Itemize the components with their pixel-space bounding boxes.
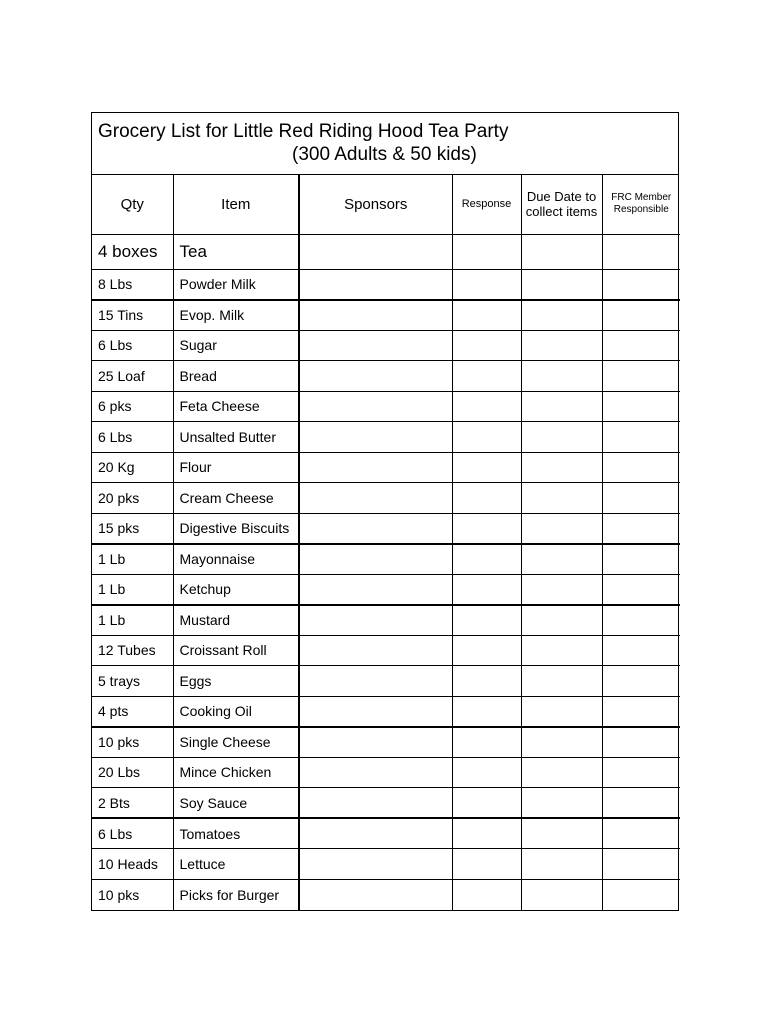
table-row: [92, 696, 680, 727]
item-cell: Tomatoes: [173, 818, 299, 849]
frc-member-cell[interactable]: [602, 818, 680, 849]
item-cell: Cream Cheese: [173, 483, 299, 514]
qty-cell: 1 Lb: [92, 605, 173, 636]
response-cell[interactable]: [452, 300, 521, 331]
table-row: [92, 422, 680, 453]
sponsors-cell[interactable]: [299, 666, 452, 697]
document-subtitle: (300 Adults & 50 kids): [292, 144, 477, 165]
sponsors-cell[interactable]: [299, 757, 452, 788]
qty-cell: 10 Heads: [92, 849, 173, 880]
response-cell[interactable]: [452, 818, 521, 849]
due-date-cell[interactable]: [521, 234, 602, 269]
sponsors-cell[interactable]: [299, 544, 452, 575]
sponsors-cell[interactable]: [299, 422, 452, 453]
frc-member-cell[interactable]: [602, 605, 680, 636]
header-due-date: Due Date to collect items: [521, 175, 602, 234]
frc-member-cell[interactable]: [602, 757, 680, 788]
qty-cell: 12 Tubes: [92, 635, 173, 666]
table-row: [92, 605, 680, 636]
due-date-cell[interactable]: [521, 788, 602, 819]
sponsors-cell[interactable]: [299, 330, 452, 361]
due-date-cell[interactable]: [521, 666, 602, 697]
item-cell: Flour: [173, 452, 299, 483]
due-date-cell[interactable]: [521, 269, 602, 300]
grocery-table: [92, 175, 680, 910]
sponsors-cell[interactable]: [299, 391, 452, 422]
header-row: [92, 175, 680, 234]
qty-cell: 25 Loaf: [92, 361, 173, 392]
frc-member-cell[interactable]: [602, 483, 680, 514]
frc-member-cell[interactable]: [602, 269, 680, 300]
frc-member-cell[interactable]: [602, 635, 680, 666]
response-cell[interactable]: [452, 574, 521, 605]
response-cell[interactable]: [452, 391, 521, 422]
due-date-cell[interactable]: [521, 727, 602, 758]
sponsors-cell[interactable]: [299, 696, 452, 727]
due-date-cell[interactable]: [521, 574, 602, 605]
item-cell: Mince Chicken: [173, 757, 299, 788]
item-cell: Mayonnaise: [173, 544, 299, 575]
response-cell[interactable]: [452, 757, 521, 788]
header-sponsors: Sponsors: [299, 175, 452, 234]
sponsors-cell[interactable]: [299, 513, 452, 544]
response-cell[interactable]: [452, 452, 521, 483]
sponsors-cell[interactable]: [299, 635, 452, 666]
frc-member-cell[interactable]: [602, 452, 680, 483]
sponsors-cell[interactable]: [299, 818, 452, 849]
table-row: [92, 513, 680, 544]
sponsors-cell[interactable]: [299, 879, 452, 910]
table-row: [92, 483, 680, 514]
frc-member-cell[interactable]: [602, 513, 680, 544]
item-cell: Bread: [173, 361, 299, 392]
due-date-cell[interactable]: [521, 391, 602, 422]
frc-member-cell[interactable]: [602, 666, 680, 697]
table-row: [92, 544, 680, 575]
due-date-cell[interactable]: [521, 757, 602, 788]
frc-member-cell[interactable]: [602, 788, 680, 819]
table-row: [92, 391, 680, 422]
grocery-list-sheet: [91, 112, 679, 911]
table-row: [92, 818, 680, 849]
response-cell[interactable]: [452, 330, 521, 361]
qty-cell: 20 pks: [92, 483, 173, 514]
response-cell[interactable]: [452, 849, 521, 880]
response-cell[interactable]: [452, 666, 521, 697]
due-date-cell[interactable]: [521, 330, 602, 361]
qty-cell: 1 Lb: [92, 544, 173, 575]
title-block: [92, 113, 678, 175]
sponsors-cell[interactable]: [299, 269, 452, 300]
sponsors-cell[interactable]: [299, 849, 452, 880]
item-cell: Sugar: [173, 330, 299, 361]
response-cell[interactable]: [452, 605, 521, 636]
due-date-cell[interactable]: [521, 422, 602, 453]
table-row: [92, 635, 680, 666]
frc-member-cell[interactable]: [602, 422, 680, 453]
frc-member-cell[interactable]: [602, 849, 680, 880]
due-date-cell[interactable]: [521, 300, 602, 331]
due-date-cell[interactable]: [521, 361, 602, 392]
header-frc-member: FRC Member Responsible: [602, 175, 680, 234]
table-row: [92, 574, 680, 605]
item-cell: Lettuce: [173, 849, 299, 880]
frc-member-cell[interactable]: [602, 696, 680, 727]
response-cell[interactable]: [452, 234, 521, 269]
table-row: [92, 666, 680, 697]
due-date-cell[interactable]: [521, 452, 602, 483]
qty-cell: 2 Bts: [92, 788, 173, 819]
qty-cell: 10 pks: [92, 879, 173, 910]
table-row: [92, 234, 680, 269]
item-cell: Unsalted Butter: [173, 422, 299, 453]
table-row: [92, 757, 680, 788]
item-cell: Cooking Oil: [173, 696, 299, 727]
frc-member-cell[interactable]: [602, 361, 680, 392]
response-cell[interactable]: [452, 544, 521, 575]
response-cell[interactable]: [452, 513, 521, 544]
qty-cell: 6 Lbs: [92, 422, 173, 453]
qty-cell: 10 pks: [92, 727, 173, 758]
due-date-cell[interactable]: [521, 696, 602, 727]
item-cell: Croissant Roll: [173, 635, 299, 666]
qty-cell: 6 pks: [92, 391, 173, 422]
item-cell: Eggs: [173, 666, 299, 697]
response-cell[interactable]: [452, 696, 521, 727]
frc-member-cell[interactable]: [602, 391, 680, 422]
response-cell[interactable]: [452, 361, 521, 392]
sponsors-cell[interactable]: [299, 727, 452, 758]
table-row: [92, 452, 680, 483]
due-date-cell[interactable]: [521, 605, 602, 636]
item-cell: Ketchup: [173, 574, 299, 605]
frc-member-cell[interactable]: [602, 727, 680, 758]
due-date-cell[interactable]: [521, 544, 602, 575]
qty-cell: 20 Kg: [92, 452, 173, 483]
frc-member-cell[interactable]: [602, 544, 680, 575]
sponsors-cell[interactable]: [299, 361, 452, 392]
header-response: Response: [452, 175, 521, 234]
sponsors-cell[interactable]: [299, 300, 452, 331]
frc-member-cell[interactable]: [602, 879, 680, 910]
qty-cell: 15 pks: [92, 513, 173, 544]
table-row: [92, 879, 680, 910]
response-cell[interactable]: [452, 788, 521, 819]
qty-cell: 4 boxes: [92, 234, 173, 269]
item-cell: Feta Cheese: [173, 391, 299, 422]
frc-member-cell[interactable]: [602, 574, 680, 605]
table-row: [92, 788, 680, 819]
table-row: [92, 727, 680, 758]
qty-cell: 20 Lbs: [92, 757, 173, 788]
frc-member-cell[interactable]: [602, 300, 680, 331]
item-cell: Soy Sauce: [173, 788, 299, 819]
response-cell[interactable]: [452, 727, 521, 758]
frc-member-cell[interactable]: [602, 330, 680, 361]
table-body: [92, 234, 680, 910]
qty-cell: 6 Lbs: [92, 818, 173, 849]
table-row: [92, 330, 680, 361]
sponsors-cell[interactable]: [299, 788, 452, 819]
due-date-cell[interactable]: [521, 849, 602, 880]
qty-cell: 15 Tins: [92, 300, 173, 331]
due-date-cell[interactable]: [521, 513, 602, 544]
header-qty: Qty: [92, 175, 173, 234]
table-row: [92, 361, 680, 392]
response-cell[interactable]: [452, 879, 521, 910]
item-cell: Single Cheese: [173, 727, 299, 758]
item-cell: Mustard: [173, 605, 299, 636]
due-date-cell[interactable]: [521, 635, 602, 666]
due-date-cell[interactable]: [521, 879, 602, 910]
header-item: Item: [173, 175, 299, 234]
qty-cell: 6 Lbs: [92, 330, 173, 361]
sponsors-cell[interactable]: [299, 452, 452, 483]
item-cell: Tea: [173, 234, 299, 269]
frc-member-cell[interactable]: [602, 234, 680, 269]
sponsors-cell[interactable]: [299, 234, 452, 269]
due-date-cell[interactable]: [521, 483, 602, 514]
qty-cell: 8 Lbs: [92, 269, 173, 300]
response-cell[interactable]: [452, 422, 521, 453]
due-date-cell[interactable]: [521, 818, 602, 849]
document-title: Grocery List for Little Red Riding Hood Tea Party: [98, 121, 509, 142]
sponsors-cell[interactable]: [299, 483, 452, 514]
item-cell: Digestive Biscuits: [173, 513, 299, 544]
table-row: [92, 300, 680, 331]
table-row: [92, 269, 680, 300]
item-cell: Picks for Burger: [173, 879, 299, 910]
item-cell: Powder Milk: [173, 269, 299, 300]
response-cell[interactable]: [452, 483, 521, 514]
item-cell: Evop. Milk: [173, 300, 299, 331]
qty-cell: 4 pts: [92, 696, 173, 727]
sponsors-cell[interactable]: [299, 574, 452, 605]
qty-cell: 1 Lb: [92, 574, 173, 605]
response-cell[interactable]: [452, 269, 521, 300]
response-cell[interactable]: [452, 635, 521, 666]
qty-cell: 5 trays: [92, 666, 173, 697]
table-row: [92, 849, 680, 880]
sponsors-cell[interactable]: [299, 605, 452, 636]
